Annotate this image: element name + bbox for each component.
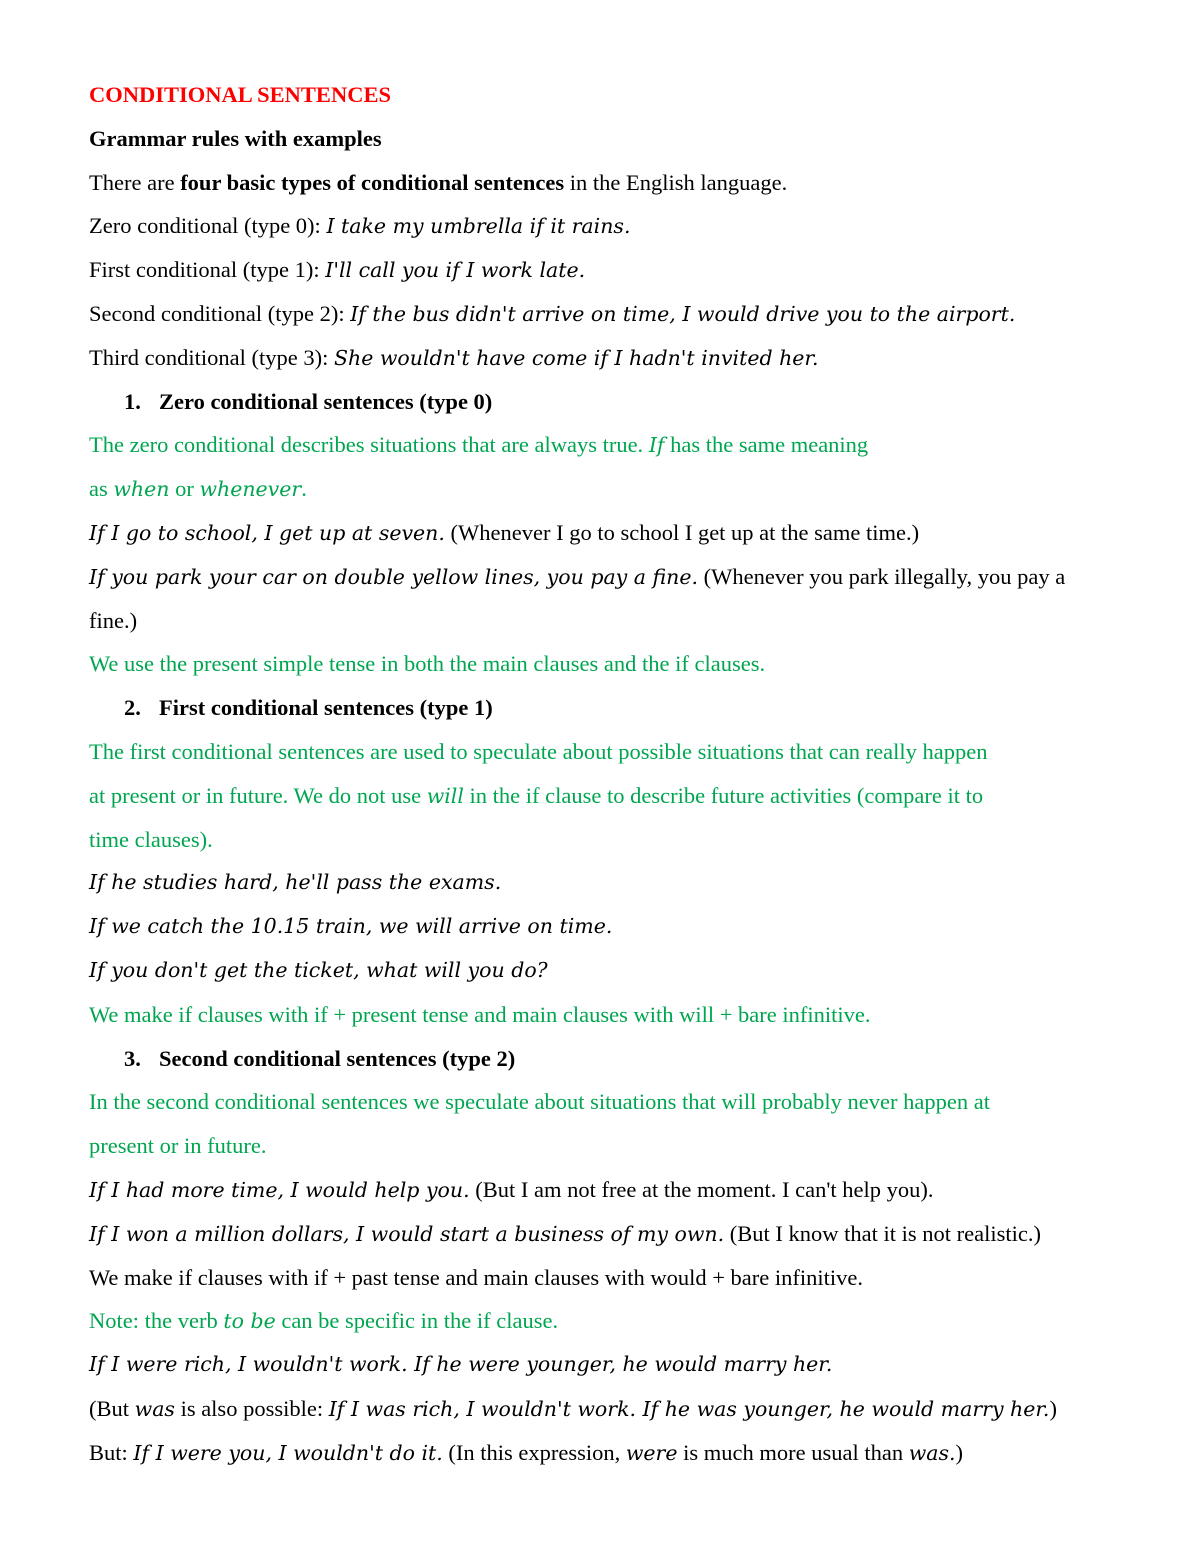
italic-text: If — [648, 433, 665, 458]
example-text: If I won a million dollars, I would start a business of my own. — [89, 1221, 725, 1246]
example-text: If you park your car on double yellow lines, you pay a fine. — [89, 564, 699, 589]
text: in the if clause to describe future activities (compare it to — [463, 782, 984, 808]
s1-description-line-1 — [89, 423, 1120, 467]
text: . — [301, 476, 307, 502]
italic-text: were — [625, 1440, 678, 1465]
example-note: (But I am not free at the moment. I can't help you). — [469, 1176, 934, 1202]
section-number: 1. — [124, 388, 141, 414]
intro-line — [89, 161, 1120, 205]
text: ) — [1049, 1395, 1057, 1421]
s2-example-3: If you don't get the ticket, what will you do? — [89, 957, 548, 982]
italic-text: when — [113, 477, 170, 502]
type-label: Second conditional (type 2): — [89, 300, 351, 326]
section-title: Zero conditional sentences (type 0) — [159, 388, 493, 414]
s3-note — [89, 1299, 1120, 1343]
s3-rule: We make if clauses with if + past tense and main clauses with would + bare infinitive. — [89, 1264, 863, 1290]
type-label: Third conditional (type 3): — [89, 344, 334, 370]
type-0-line — [89, 204, 1120, 248]
italic-text: whenever — [199, 477, 302, 502]
text: has the same meaning — [664, 432, 869, 458]
italic-text: was — [134, 1396, 175, 1421]
s3-description-line-2: present or in future. — [89, 1133, 267, 1159]
type-2-line — [89, 292, 1120, 336]
type-label: First conditional (type 1): — [89, 257, 326, 283]
type-3-line — [89, 336, 1120, 380]
intro-emphasis: four basic types of conditional sentences — [180, 169, 565, 195]
s1-example-1 — [89, 511, 1120, 555]
type-1-line — [89, 248, 1120, 292]
text: is also possible: — [174, 1395, 329, 1421]
s3-but-line — [89, 1431, 1120, 1475]
type-example: She wouldn't have come if I hadn't invited her. — [333, 345, 819, 370]
text: can be specific in the if clause. — [275, 1308, 559, 1334]
text: Note: the verb — [89, 1308, 224, 1334]
example-note: (Whenever you park illegally, you pay a — [698, 563, 1066, 589]
section-3-heading — [89, 1037, 1120, 1081]
type-label: Zero conditional (type 0): — [89, 213, 327, 239]
s1-example-2 — [89, 555, 1120, 599]
type-example: I'll call you if I work late. — [325, 258, 586, 283]
section-1-heading — [89, 380, 1120, 424]
section-title: First conditional sentences (type 1) — [159, 695, 493, 721]
text: But: — [89, 1439, 134, 1465]
intro-text-end: in the English language. — [564, 169, 788, 195]
italic-text: If I were you, I wouldn't do it. — [133, 1440, 443, 1465]
s2-rule: We make if clauses with if + present tense and main clauses with will + bare infinitive. — [89, 1001, 871, 1027]
text: The zero conditional describes situations that are always true. — [89, 432, 649, 458]
italic-text: will — [426, 783, 464, 808]
italic-text: If I was rich, I wouldn't work. If he was younger, he would marry her. — [328, 1396, 1050, 1421]
s2-description-line-3: time clauses). — [89, 826, 213, 852]
example-text: If I go to school, I get up at seven. — [89, 520, 445, 545]
text: at present or in future. We do not use — [89, 782, 427, 808]
section-number: 2. — [124, 695, 141, 721]
document-title: CONDITIONAL SENTENCES — [89, 82, 391, 107]
intro-text: There are — [89, 169, 181, 195]
type-example: I take my umbrella if it rains. — [326, 214, 631, 239]
s2-description-line-2 — [89, 774, 1120, 818]
text: or — [169, 476, 200, 502]
example-note: (But I know that it is not realistic.) — [724, 1220, 1041, 1246]
section-2-heading — [89, 686, 1120, 730]
document-subtitle: Grammar rules with examples — [89, 125, 382, 151]
s3-description-line-1: In the second conditional sentences we speculate about situations that will probably never happen at — [89, 1089, 990, 1115]
s2-example-1: If he studies hard, he'll pass the exams. — [89, 870, 502, 895]
text: (In this expression, — [442, 1439, 626, 1465]
s3-alternative — [89, 1387, 1120, 1431]
s2-example-2: If we catch the 10.15 train, we will arrive on time. — [89, 914, 613, 939]
text: as — [89, 476, 114, 502]
italic-text: was. — [908, 1440, 956, 1465]
s3-example-3: If I were rich, I wouldn't work. If he were younger, he would marry her. — [89, 1352, 833, 1377]
s1-description-line-2 — [89, 467, 1120, 511]
s1-rule: We use the present simple tense in both the main clauses and the if clauses. — [89, 651, 766, 677]
text: is much more usual than — [677, 1439, 909, 1465]
text: ) — [955, 1439, 964, 1465]
section-number: 3. — [124, 1045, 141, 1071]
section-title: Second conditional sentences (type 2) — [159, 1045, 516, 1071]
text: (But — [89, 1395, 135, 1421]
example-text: If I had more time, I would help you. — [89, 1177, 470, 1202]
s3-example-2 — [89, 1212, 1120, 1256]
type-example: If the bus didn't arrive on time, I would drive you to the airport. — [350, 301, 1016, 326]
s2-description-line-1: The first conditional sentences are used to speculate about possible situations that can really happen — [89, 738, 988, 764]
s3-example-1 — [89, 1168, 1120, 1212]
italic-text: to be — [223, 1309, 276, 1334]
s1-example-2-cont: fine.) — [89, 607, 138, 633]
example-note: (Whenever I go to school I get up at the same time.) — [444, 519, 920, 545]
